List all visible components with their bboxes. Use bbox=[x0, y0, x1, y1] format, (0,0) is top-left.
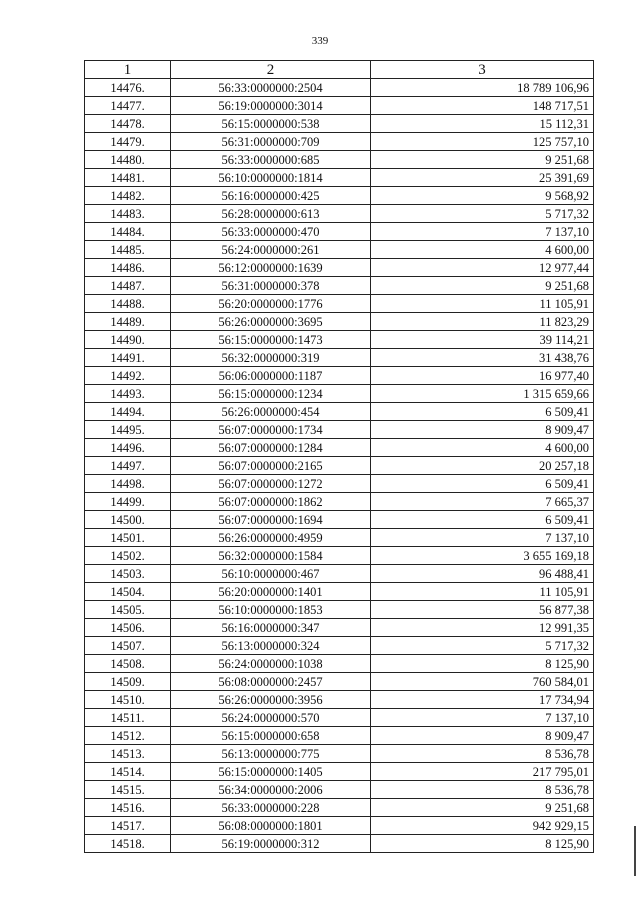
cadastral-number-cell: 56:07:0000000:1284 bbox=[171, 439, 371, 457]
row-number-cell: 14487. bbox=[85, 277, 171, 295]
row-number-cell: 14499. bbox=[85, 493, 171, 511]
cadastral-number-cell: 56:08:0000000:2457 bbox=[171, 673, 371, 691]
cadastral-number-cell: 56:13:0000000:324 bbox=[171, 637, 371, 655]
table-row bbox=[85, 583, 594, 601]
row-number-cell: 14483. bbox=[85, 205, 171, 223]
amount-cell: 56 877,38 bbox=[371, 601, 594, 619]
cadastral-number-cell: 56:16:0000000:425 bbox=[171, 187, 371, 205]
row-number-cell: 14494. bbox=[85, 403, 171, 421]
row-number-cell: 14498. bbox=[85, 475, 171, 493]
column-header-2: 2 bbox=[171, 61, 371, 79]
table-row bbox=[85, 295, 594, 313]
cadastral-number-cell: 56:15:0000000:1473 bbox=[171, 331, 371, 349]
cadastral-number-cell: 56:32:0000000:1584 bbox=[171, 547, 371, 565]
table-row bbox=[85, 187, 594, 205]
table-row bbox=[85, 637, 594, 655]
table-row bbox=[85, 601, 594, 619]
amount-cell: 39 114,21 bbox=[371, 331, 594, 349]
amount-cell: 4 600,00 bbox=[371, 241, 594, 259]
cadastral-number-cell: 56:12:0000000:1639 bbox=[171, 259, 371, 277]
table-row bbox=[85, 655, 594, 673]
table-row bbox=[85, 313, 594, 331]
amount-cell: 7 137,10 bbox=[371, 529, 594, 547]
row-number-cell: 14503. bbox=[85, 565, 171, 583]
amount-cell: 12 991,35 bbox=[371, 619, 594, 637]
amount-cell: 125 757,10 bbox=[371, 133, 594, 151]
row-number-cell: 14497. bbox=[85, 457, 171, 475]
table-row bbox=[85, 709, 594, 727]
table-row bbox=[85, 745, 594, 763]
row-number-cell: 14480. bbox=[85, 151, 171, 169]
table-row bbox=[85, 511, 594, 529]
table-row bbox=[85, 565, 594, 583]
amount-cell: 8 125,90 bbox=[371, 655, 594, 673]
amount-cell: 16 977,40 bbox=[371, 367, 594, 385]
table-row bbox=[85, 493, 594, 511]
amount-cell: 6 509,41 bbox=[371, 475, 594, 493]
table-row bbox=[85, 475, 594, 493]
amount-cell: 148 717,51 bbox=[371, 97, 594, 115]
table-row bbox=[85, 385, 594, 403]
cadastral-number-cell: 56:19:0000000:312 bbox=[171, 835, 371, 853]
cadastral-number-cell: 56:34:0000000:2006 bbox=[171, 781, 371, 799]
amount-cell: 5 717,32 bbox=[371, 205, 594, 223]
table-body bbox=[85, 79, 594, 853]
cadastral-number-cell: 56:33:0000000:228 bbox=[171, 799, 371, 817]
amount-cell: 5 717,32 bbox=[371, 637, 594, 655]
row-number-cell: 14493. bbox=[85, 385, 171, 403]
table-row bbox=[85, 115, 594, 133]
row-number-cell: 14508. bbox=[85, 655, 171, 673]
table-row bbox=[85, 97, 594, 115]
table-row bbox=[85, 205, 594, 223]
table-row bbox=[85, 367, 594, 385]
amount-cell: 9 251,68 bbox=[371, 151, 594, 169]
table-row bbox=[85, 619, 594, 637]
amount-cell: 11 105,91 bbox=[371, 583, 594, 601]
amount-cell: 7 137,10 bbox=[371, 223, 594, 241]
table-row bbox=[85, 727, 594, 745]
amount-cell: 9 251,68 bbox=[371, 799, 594, 817]
row-number-cell: 14516. bbox=[85, 799, 171, 817]
row-number-cell: 14481. bbox=[85, 169, 171, 187]
amount-cell: 6 509,41 bbox=[371, 403, 594, 421]
table-row bbox=[85, 241, 594, 259]
row-number-cell: 14485. bbox=[85, 241, 171, 259]
amount-cell: 8 536,78 bbox=[371, 745, 594, 763]
amount-cell: 942 929,15 bbox=[371, 817, 594, 835]
cadastral-number-cell: 56:07:0000000:1734 bbox=[171, 421, 371, 439]
cadastral-number-cell: 56:24:0000000:1038 bbox=[171, 655, 371, 673]
cadastral-number-cell: 56:15:0000000:1234 bbox=[171, 385, 371, 403]
table-row bbox=[85, 421, 594, 439]
table-row bbox=[85, 673, 594, 691]
amount-cell: 760 584,01 bbox=[371, 673, 594, 691]
cadastral-number-cell: 56:24:0000000:261 bbox=[171, 241, 371, 259]
amount-cell: 4 600,00 bbox=[371, 439, 594, 457]
row-number-cell: 14517. bbox=[85, 817, 171, 835]
row-number-cell: 14515. bbox=[85, 781, 171, 799]
cadastral-number-cell: 56:15:0000000:658 bbox=[171, 727, 371, 745]
row-number-cell: 14479. bbox=[85, 133, 171, 151]
cadastral-number-cell: 56:26:0000000:454 bbox=[171, 403, 371, 421]
cadastral-number-cell: 56:20:0000000:1776 bbox=[171, 295, 371, 313]
table-row bbox=[85, 277, 594, 295]
table-header bbox=[85, 61, 594, 79]
amount-cell: 3 655 169,18 bbox=[371, 547, 594, 565]
row-number-cell: 14514. bbox=[85, 763, 171, 781]
amount-cell: 7 137,10 bbox=[371, 709, 594, 727]
row-number-cell: 14512. bbox=[85, 727, 171, 745]
cadastral-number-cell: 56:26:0000000:3956 bbox=[171, 691, 371, 709]
cadastral-number-cell: 56:15:0000000:538 bbox=[171, 115, 371, 133]
amount-cell: 9 568,92 bbox=[371, 187, 594, 205]
cadastral-number-cell: 56:33:0000000:470 bbox=[171, 223, 371, 241]
amount-cell: 31 438,76 bbox=[371, 349, 594, 367]
row-number-cell: 14490. bbox=[85, 331, 171, 349]
row-number-cell: 14509. bbox=[85, 673, 171, 691]
amount-cell: 7 665,37 bbox=[371, 493, 594, 511]
cadastral-number-cell: 56:13:0000000:775 bbox=[171, 745, 371, 763]
data-table bbox=[84, 60, 594, 853]
row-number-cell: 14488. bbox=[85, 295, 171, 313]
row-number-cell: 14482. bbox=[85, 187, 171, 205]
row-number-cell: 14505. bbox=[85, 601, 171, 619]
cadastral-number-cell: 56:26:0000000:4959 bbox=[171, 529, 371, 547]
amount-cell: 8 125,90 bbox=[371, 835, 594, 853]
table-row bbox=[85, 439, 594, 457]
cadastral-number-cell: 56:24:0000000:570 bbox=[171, 709, 371, 727]
cadastral-number-cell: 56:10:0000000:1814 bbox=[171, 169, 371, 187]
table-row bbox=[85, 403, 594, 421]
amount-cell: 18 789 106,96 bbox=[371, 79, 594, 97]
row-number-cell: 14477. bbox=[85, 97, 171, 115]
table-row bbox=[85, 691, 594, 709]
table-row bbox=[85, 133, 594, 151]
table-row bbox=[85, 79, 594, 97]
table-row bbox=[85, 331, 594, 349]
cadastral-number-cell: 56:28:0000000:613 bbox=[171, 205, 371, 223]
cadastral-number-cell: 56:08:0000000:1801 bbox=[171, 817, 371, 835]
row-number-cell: 14489. bbox=[85, 313, 171, 331]
row-number-cell: 14486. bbox=[85, 259, 171, 277]
header-row bbox=[85, 61, 594, 79]
row-number-cell: 14491. bbox=[85, 349, 171, 367]
row-number-cell: 14504. bbox=[85, 583, 171, 601]
row-number-cell: 14507. bbox=[85, 637, 171, 655]
cadastral-number-cell: 56:10:0000000:467 bbox=[171, 565, 371, 583]
cadastral-number-cell: 56:10:0000000:1853 bbox=[171, 601, 371, 619]
column-header-3: 3 bbox=[371, 61, 594, 79]
table-row bbox=[85, 529, 594, 547]
row-number-cell: 14518. bbox=[85, 835, 171, 853]
row-number-cell: 14496. bbox=[85, 439, 171, 457]
cadastral-number-cell: 56:31:0000000:709 bbox=[171, 133, 371, 151]
row-number-cell: 14506. bbox=[85, 619, 171, 637]
row-number-cell: 14502. bbox=[85, 547, 171, 565]
scan-edge-mark bbox=[634, 826, 636, 876]
amount-cell: 8 536,78 bbox=[371, 781, 594, 799]
table-row bbox=[85, 763, 594, 781]
row-number-cell: 14492. bbox=[85, 367, 171, 385]
cadastral-number-cell: 56:32:0000000:319 bbox=[171, 349, 371, 367]
amount-cell: 11 823,29 bbox=[371, 313, 594, 331]
amount-cell: 8 909,47 bbox=[371, 421, 594, 439]
table-row bbox=[85, 223, 594, 241]
table-row bbox=[85, 457, 594, 475]
cadastral-number-cell: 56:07:0000000:1272 bbox=[171, 475, 371, 493]
cadastral-number-cell: 56:07:0000000:2165 bbox=[171, 457, 371, 475]
column-header-1: 1 bbox=[85, 61, 171, 79]
amount-cell: 20 257,18 bbox=[371, 457, 594, 475]
table-row bbox=[85, 817, 594, 835]
cadastral-number-cell: 56:31:0000000:378 bbox=[171, 277, 371, 295]
row-number-cell: 14510. bbox=[85, 691, 171, 709]
amount-cell: 25 391,69 bbox=[371, 169, 594, 187]
amount-cell: 11 105,91 bbox=[371, 295, 594, 313]
cadastral-number-cell: 56:33:0000000:685 bbox=[171, 151, 371, 169]
cadastral-number-cell: 56:16:0000000:347 bbox=[171, 619, 371, 637]
amount-cell: 12 977,44 bbox=[371, 259, 594, 277]
table-row bbox=[85, 781, 594, 799]
cadastral-number-cell: 56:07:0000000:1694 bbox=[171, 511, 371, 529]
amount-cell: 6 509,41 bbox=[371, 511, 594, 529]
table-row bbox=[85, 169, 594, 187]
table-row bbox=[85, 835, 594, 853]
row-number-cell: 14501. bbox=[85, 529, 171, 547]
amount-cell: 217 795,01 bbox=[371, 763, 594, 781]
cadastral-number-cell: 56:06:0000000:1187 bbox=[171, 367, 371, 385]
table-row bbox=[85, 349, 594, 367]
table-row bbox=[85, 259, 594, 277]
table-row bbox=[85, 547, 594, 565]
row-number-cell: 14478. bbox=[85, 115, 171, 133]
table-row bbox=[85, 151, 594, 169]
cadastral-number-cell: 56:33:0000000:2504 bbox=[171, 79, 371, 97]
row-number-cell: 14495. bbox=[85, 421, 171, 439]
cadastral-number-cell: 56:15:0000000:1405 bbox=[171, 763, 371, 781]
cadastral-number-cell: 56:07:0000000:1862 bbox=[171, 493, 371, 511]
cadastral-number-cell: 56:26:0000000:3695 bbox=[171, 313, 371, 331]
cadastral-number-cell: 56:19:0000000:3014 bbox=[171, 97, 371, 115]
row-number-cell: 14513. bbox=[85, 745, 171, 763]
amount-cell: 9 251,68 bbox=[371, 277, 594, 295]
table-row bbox=[85, 799, 594, 817]
row-number-cell: 14484. bbox=[85, 223, 171, 241]
row-number-cell: 14476. bbox=[85, 79, 171, 97]
amount-cell: 17 734,94 bbox=[371, 691, 594, 709]
row-number-cell: 14511. bbox=[85, 709, 171, 727]
row-number-cell: 14500. bbox=[85, 511, 171, 529]
page-number: 339 bbox=[311, 35, 329, 47]
amount-cell: 96 488,41 bbox=[371, 565, 594, 583]
amount-cell: 8 909,47 bbox=[371, 727, 594, 745]
amount-cell: 15 112,31 bbox=[371, 115, 594, 133]
amount-cell: 1 315 659,66 bbox=[371, 385, 594, 403]
cadastral-number-cell: 56:20:0000000:1401 bbox=[171, 583, 371, 601]
